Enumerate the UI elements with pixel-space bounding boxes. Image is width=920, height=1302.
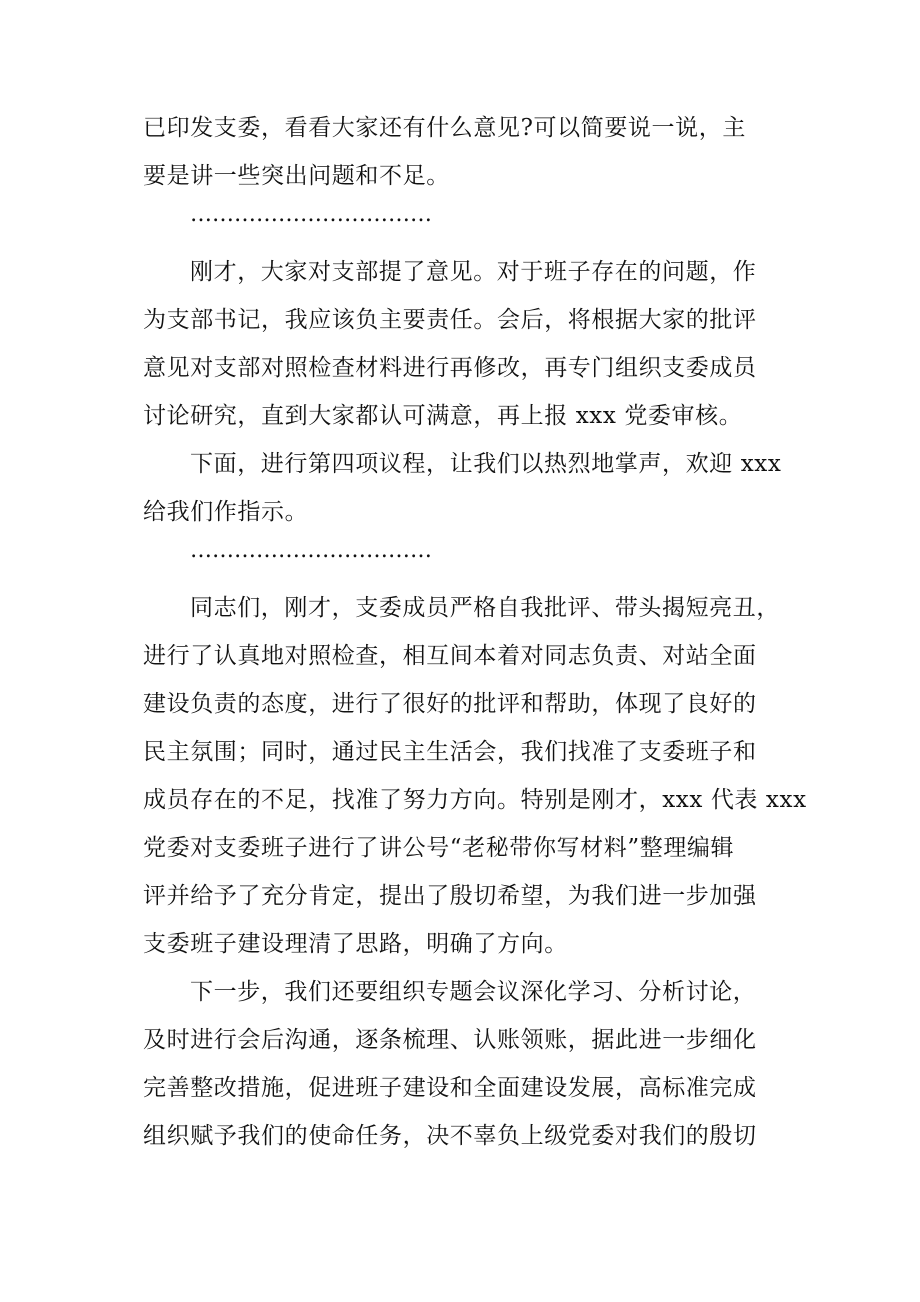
text-line: 意见对支部对照检查材料进行再修改，再专门组织支委成员 (143, 355, 757, 381)
text-line: 评并给予了充分肯定，提出了殷切希望，为我们进一步加强 (143, 883, 757, 909)
text-line: 进行了认真地对照检查，相互间本着对同志负责、对站全面 (143, 643, 757, 669)
text-line: 组织赋予我们的使命任务，决不辜负上级党委对我们的殷切 (143, 1123, 757, 1149)
ellipsis-separator: …………………………… (190, 538, 432, 563)
text-line: 要是讲一些突出问题和不足。 (143, 163, 450, 189)
text-line: 同志们，刚才，支委成员严格自我批评、带头揭短亮丑， (190, 595, 780, 621)
text-line: 党委对支委班子进行了讲公号“老秘带你写材料”整理编辑 (143, 835, 735, 861)
text-line: 成员存在的不足，找准了努力方向。特别是刚才，xxx 代表 xxx (143, 787, 807, 813)
text-line: 支委班子建设理清了思路，明确了方向。 (143, 931, 568, 957)
text-line: 已印发支委，看看大家还有什么意见?可以简要说一说，主 (143, 115, 746, 141)
text-line: 及时进行会后沟通，逐条梳理、认账领账，据此进一步细化 (143, 1027, 757, 1053)
text-line: 完善整改措施，促进班子建设和全面建设发展，高标准完成 (143, 1075, 757, 1101)
text-line: 下面，进行第四项议程，让我们以热烈地掌声，欢迎 xxx (190, 451, 782, 477)
text-line: 给我们作指示。 (143, 499, 309, 525)
text-line: 民主氛围；同时，通过民主生活会，我们找准了支委班子和 (143, 739, 757, 765)
text-line: 建设负责的态度，进行了很好的批评和帮助，体现了良好的 (143, 691, 757, 717)
text-line: 下一步，我们还要组织专题会议深化学习、分析讨论， (190, 979, 757, 1005)
ellipsis-separator: …………………………… (190, 202, 432, 227)
text-line: 刚才，大家对支部提了意见。对于班子存在的问题，作 (190, 259, 757, 285)
text-line: 讨论研究，直到大家都认可满意，再上报 xxx 党委审核。 (143, 403, 743, 429)
text-line: 为支部书记，我应该负主要责任。会后，将根据大家的批评 (143, 307, 757, 333)
